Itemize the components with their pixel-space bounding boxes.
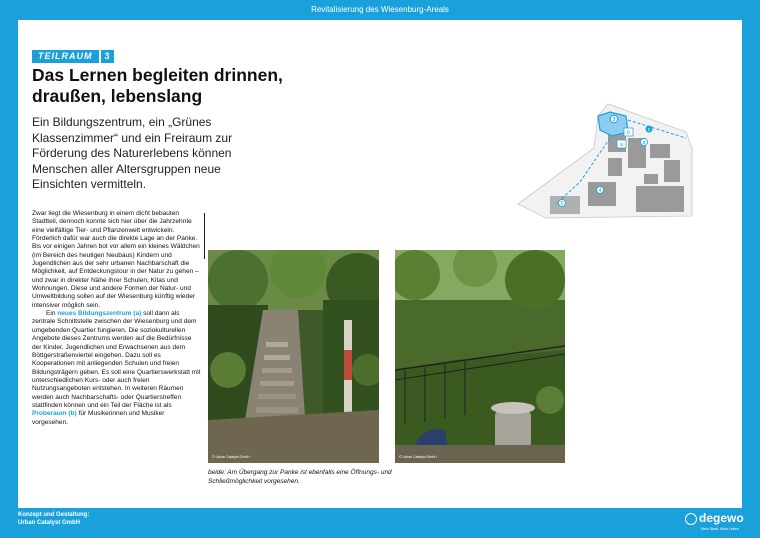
content-sheet — [18, 20, 742, 508]
footer-line1: Konzept und Gestaltung: — [18, 512, 90, 518]
lead-paragraph: Ein Bildungszentrum, ein „Grünes Klassenzimmer“ und ein Freiraum zur Förderung des Naturerlebens können Menschen aller Altersgruppen neue Einsichten vermitteln. — [32, 115, 233, 191]
page-header: Revitalisierung des Wiesenburg-Areals — [311, 5, 449, 14]
highlight-proberaum: Proberaum (b) — [32, 410, 77, 418]
map-label: b — [627, 130, 630, 136]
section-tag-number: 3 — [101, 50, 114, 63]
body-text-span: soll dann als zentrale Schnittstelle zwischen der Wiesenburg und dem umgebenden Quartier fungieren. Die soziokulturellen Angebote dieses Zentrums werden auf die Bedürfnisse der Kinder, Jugendlichen und Erwachsenen aus dem Böttgerstraßenviertel eingehen. Dazu soll es Kooperationen mit anliegenden Schulen und freien Bildungsträgern geben. Es soll eine Quartierswerkstatt mit unterschiedlichen Kurs- oder auch freien Nutzungsangeboten entstehen. In weiteren Räumen werden auch Nachbarschafts- oder Quartierstreffen stattfinden können und ein Teil der Fläche ist als — [32, 310, 201, 409]
site-map-illustration — [516, 86, 694, 224]
logo-ring-icon — [685, 513, 697, 525]
degewo-logo — [685, 511, 743, 537]
body-text — [32, 210, 202, 427]
site-map — [516, 86, 694, 224]
map-label: c — [647, 127, 651, 133]
page-title — [32, 65, 322, 107]
section-tag-label: TEILRAUM — [32, 50, 99, 63]
map-label: d — [642, 140, 646, 146]
section-tag — [32, 50, 114, 63]
body-paragraph-1: Zwar liegt die Wiesenburg in einem dicht bebauten Stadtteil, dennoch konnte sich hier über die Jahrzehnte eine vielfältige Tier- und Pflanzenwelt entwickeln. Förderlich dafür war auch die direkte Lage an der Panke. Bis vor einigen Jahren bot vor allem ein kleines Wäldchen (im Bereich des heutigen Neubaus) Kindern und Jugendlichen aus der sehr urbanen Nachbarschaft die Möglichkeit, auf Entdeckungstour in der Natur zu gehen – und zwar in direkter Nähe ihrer Schulen, Kitas und Wohnungen. Diese und andere Formen der Natur- und Umweltbildung sollen auf der Wiesenburg künftig wieder intensiver möglich sein. — [32, 210, 200, 309]
footer-line2: Urban Catalyst GmbH — [18, 520, 81, 526]
photo-caption: beide: Am Übergang zur Panke ist ebenfalls eine Öffnungs- und Schließmöglichkeit vorgesehen. — [208, 469, 392, 485]
map-label: a — [620, 142, 623, 148]
body-text-span: Ein — [46, 310, 58, 318]
page-title-line2: draußen, lebenslang — [32, 86, 203, 106]
map-label: 3 — [612, 117, 616, 123]
logo-name: degewo — [699, 511, 744, 525]
map-label: 4 — [598, 188, 602, 194]
fence-garden-illustration — [395, 250, 565, 463]
column-divider — [204, 213, 205, 259]
body-text-span: für Musikerinnen und Musiker vorgesehen. — [32, 410, 165, 426]
logo-tagline: Mehr Stadt. Mehr Leben. — [701, 527, 740, 531]
map-label: 5 — [560, 201, 564, 207]
photo-garden-stairs — [208, 250, 379, 463]
photo-credit: © Urban Catalyst GmbH — [399, 455, 437, 459]
garden-stairs-illustration — [208, 250, 379, 463]
footer-credits — [18, 511, 89, 527]
photo-fence-garden — [395, 250, 565, 463]
highlight-bildungszentrum: neues Bildungszentrum (a) — [57, 310, 142, 318]
photo-credit: © Urban Catalyst GmbH — [212, 455, 250, 459]
page-title-line1: Das Lernen begleiten drinnen, — [32, 65, 283, 85]
body-paragraph-2 — [32, 310, 202, 427]
